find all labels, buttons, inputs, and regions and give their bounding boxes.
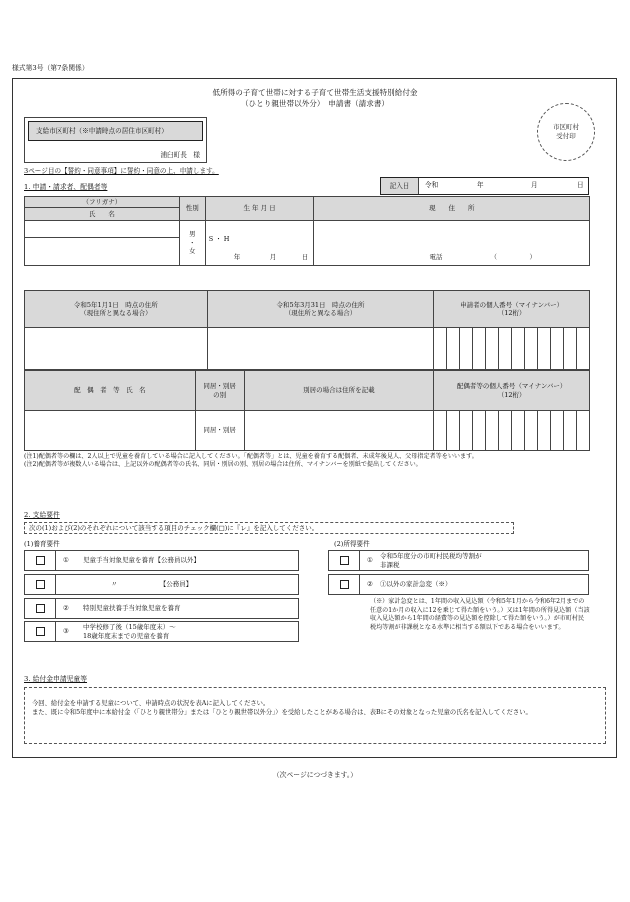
reception-stamp-circle	[537, 103, 595, 161]
req2-checkbox-2[interactable]	[340, 580, 349, 589]
spouse-mynumber-digit[interactable]	[499, 411, 512, 451]
mynumber-digit[interactable]	[576, 328, 589, 370]
mynumber-digit[interactable]	[486, 328, 499, 370]
req1-checkbox-4[interactable]	[36, 627, 45, 636]
spouse-mynumber-line1: 配偶者等の個人番号（マイナンバー）	[456, 382, 567, 391]
gender-header: 性別	[179, 197, 205, 221]
dob-era: S ・ H	[208, 235, 230, 243]
spouse-mynumber-digit[interactable]	[473, 411, 486, 451]
name-header: 氏 名	[25, 208, 180, 221]
spouse-mynumber-digit[interactable]	[563, 411, 576, 451]
mynumber-digit[interactable]	[512, 328, 525, 370]
req2-text-1b: 非課税	[380, 560, 400, 569]
req1-text-4b: 18歳年度末までの児童を養育	[83, 631, 170, 640]
req1-num-4: ③	[63, 627, 69, 636]
req2-checkbox-1[interactable]	[340, 556, 349, 565]
addr-mar31-input[interactable]	[207, 328, 434, 370]
section3-instructions	[24, 687, 606, 744]
gender-cell[interactable]	[179, 221, 205, 266]
req1-text-3: 特別児童扶養手当対象児童を養育	[83, 604, 181, 613]
mayor-name: 浦臼町長 様	[160, 150, 200, 159]
section3-line2: また、既に令和5年度中に本給付金（「ひとり親世帯分」または「ひとり親世帯以外分」）を受給したことがある場合は、表Bにその対象となった児童の氏名を記入してください。	[32, 709, 532, 717]
req1-checkbox-2[interactable]	[36, 580, 45, 589]
req2-row-2	[328, 574, 589, 595]
dob-day: 日	[301, 253, 309, 261]
req1-num-3: ②	[63, 604, 69, 613]
dob-cell[interactable]	[205, 221, 314, 266]
title-line1: 低所得の子育て世帯に対する子育て世帯生活支援特別給付金	[212, 88, 418, 97]
phone-label: 電話	[429, 253, 443, 261]
stamp-line2: 受付印	[556, 132, 576, 140]
spouse-mynumber-line2: （12桁）	[497, 390, 526, 399]
entry-date-day: 日	[577, 181, 584, 189]
req2-num-1: ①	[367, 556, 373, 565]
req1-row-2	[24, 574, 299, 595]
applicant-mynumber-line2: （12桁）	[497, 309, 526, 317]
spouse-mynumber-digit[interactable]	[434, 411, 447, 451]
mynumber-digit[interactable]	[434, 328, 447, 370]
pledge-text: 3ページ目の【誓約・同意事項】に誓約・同意の上、申請します。	[24, 167, 219, 175]
note1: (注1)配偶者等の欄は、2人以上で児童を養育している場合に記入してください。「配偶者等」とは、児童を養育する配偶者、未成年後見人、父母指定者等をいいます。	[24, 453, 478, 460]
addr-mar31-header	[207, 291, 434, 328]
mynumber-digit[interactable]	[538, 328, 551, 370]
dob-month: 月	[269, 253, 277, 261]
gender-male: 男	[188, 229, 196, 238]
req1-row-1	[24, 550, 299, 571]
entry-date-year: 年	[477, 181, 484, 189]
kakei-note: （※）家計急変とは、1年間の収入見込額（令和5年1月から令和6年2月までの任意の1か月の収入に12を乗じて得た額をいう。）又は1年間の所得見込額（当該収入見込額から1年間の経費等の見込額を控除して得た額をいう。）が市町村民税均等割が非課税となる水準に相当する額以下である場合をいいます。	[370, 598, 590, 631]
title-line2: （ひとり親世帯以外分） 申請書（請求書）	[240, 99, 390, 108]
spouse-mynumber-digit[interactable]	[576, 411, 589, 451]
spouse-name-input[interactable]	[25, 411, 196, 451]
req1-checkbox-1[interactable]	[36, 556, 45, 565]
req1-title: (1)養育要件	[24, 540, 60, 548]
addr-jan1-line2: （現住所と異なる場合）	[80, 309, 152, 317]
spouse-mynumber-digit[interactable]	[486, 411, 499, 451]
continued-footer: （次ページにつづきます。）	[272, 771, 358, 779]
mynumber-digit[interactable]	[550, 328, 563, 370]
mynumber-digit[interactable]	[499, 328, 512, 370]
applicant-mynumber-line1: 申請者の個人番号（マイナンバー）	[460, 300, 564, 309]
stamp-line1: 市区町村	[553, 122, 579, 131]
addressee-box	[24, 117, 207, 163]
entry-date-era: 令和	[425, 181, 439, 189]
addr-jan1-header	[25, 291, 208, 328]
addr-mar31-line2: （現住所と異なる場合）	[284, 309, 357, 317]
section3-title: 3. 給付金申請児童等	[24, 675, 88, 683]
form-title	[150, 87, 480, 109]
spouse-table	[24, 370, 590, 451]
spouse-mynumber-digit[interactable]	[460, 411, 473, 451]
addr-mar31-line1: 令和5年3月31日 時点の住所	[276, 300, 365, 309]
req2-text-1a: 令和5年度分の市町村民税均等割が	[380, 552, 482, 561]
spouse-name-header: 配 偶 者 等 氏 名	[25, 371, 196, 411]
address-cell[interactable]	[314, 221, 590, 266]
mynumber-digit[interactable]	[473, 328, 486, 370]
addr-jan1-input[interactable]	[25, 328, 208, 370]
spouse-mynumber-digit[interactable]	[550, 411, 563, 451]
section2-title: 2. 支給要件	[24, 511, 60, 519]
addr-jan1-line1: 令和5年1月1日 時点の住所	[73, 300, 158, 309]
section3-line1: 今回、給付金を申請する児童について、申請時点の状況を表Aに記入してください。	[32, 700, 270, 707]
entry-date-label: 記入日	[381, 178, 419, 194]
spouse-mynumber-digit[interactable]	[538, 411, 551, 451]
section2-instruction: 次の(1)および(2)のそれぞれについて該当する項目のチェック欄(□)に『レ』を記入してください。	[24, 522, 514, 534]
mynumber-digit[interactable]	[447, 328, 460, 370]
dob-year: 年	[233, 253, 241, 261]
entry-date-field[interactable]	[419, 178, 588, 194]
spouse-mynumber-header	[434, 371, 590, 411]
req1-text-2: 〃 【公務員】	[111, 580, 193, 589]
section1-title: 1. 申請・請求者、配偶者等	[24, 183, 108, 191]
req1-row-4	[24, 621, 299, 642]
cohabit-line1: 同居・別居	[203, 382, 236, 391]
form-number: 様式第3号（第7条関係）	[12, 64, 89, 72]
municipality-label: 支給市区町村（※申請時点の居住市区町村）	[28, 121, 203, 141]
mynumber-digit[interactable]	[460, 328, 473, 370]
entry-date-month: 月	[531, 181, 538, 189]
separate-address-input[interactable]	[244, 411, 434, 451]
applicant-table	[24, 196, 590, 266]
applicant-mynumber-header	[434, 291, 590, 328]
spouse-mynumber-digit[interactable]	[512, 411, 525, 451]
cohabit-line2: の別	[213, 390, 227, 399]
req2-text-2: ①以外の家計急変（※）	[380, 580, 452, 589]
phone-paren: （ ）	[490, 253, 536, 261]
req1-num-1: ①	[63, 556, 69, 565]
mynumber-digit[interactable]	[525, 328, 538, 370]
furigana-header: （フリガナ）	[25, 197, 180, 208]
note2: (注2)配偶者等が複数人いる場合は、上記以外の配偶者等の氏名、同居・別居の別、別居の場合は住所、マイナンバーを別紙で提出してください。	[24, 461, 422, 469]
cohabit-header	[195, 371, 244, 411]
spouse-mynumber-digit[interactable]	[447, 411, 460, 451]
name-input[interactable]	[25, 238, 180, 266]
gender-female: 女	[188, 247, 196, 256]
spouse-mynumber-digit[interactable]	[525, 411, 538, 451]
req2-num-2: ②	[367, 580, 373, 589]
entry-date-box	[380, 177, 589, 195]
dob-header: 生 年 月 日	[205, 197, 314, 221]
req1-checkbox-3[interactable]	[36, 604, 45, 613]
req2-row-1	[328, 550, 589, 571]
req1-row-3	[24, 598, 299, 619]
req1-text-1: 児童手当対象児童を養育【公務員以外】	[83, 556, 200, 565]
gender-dot: ・	[188, 238, 196, 247]
cohabit-select[interactable]: 同居・別居	[195, 411, 244, 451]
separate-address-header: 別居の場合は住所を記載	[244, 371, 434, 411]
previous-address-table	[24, 290, 590, 370]
req1-text-4a: 中学校修了後（15歳年度末）～	[83, 623, 176, 632]
req2-title: (2)所得要件	[334, 540, 370, 548]
mynumber-digit[interactable]	[563, 328, 576, 370]
section1-notes	[24, 453, 614, 469]
address-header: 現 住 所	[314, 197, 590, 221]
furigana-input[interactable]	[25, 221, 180, 238]
